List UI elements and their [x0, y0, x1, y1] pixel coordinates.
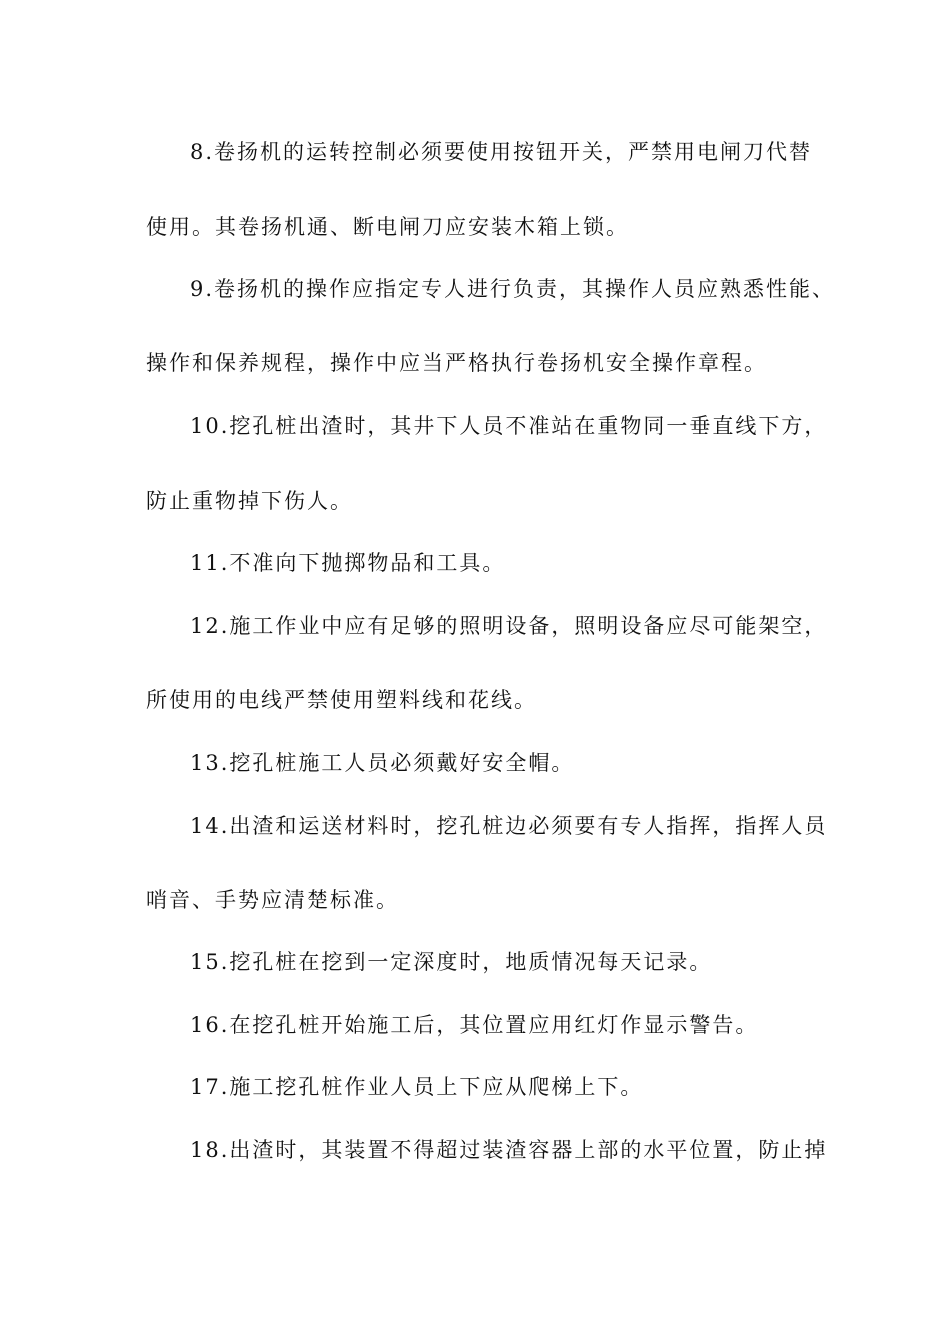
paragraph-17-line-1: 17.施工挖孔桩作业人员上下应从爬梯上下。 — [190, 1075, 644, 1099]
paragraph-8-line-2: 使用。其卷扬机通、断电闸刀应安装木箱上锁。 — [146, 215, 629, 239]
paragraph-13-line-1: 13.挖孔桩施工人员必须戴好安全帽。 — [190, 751, 575, 775]
paragraph-9-line-1: 9.卷扬机的操作应指定专人进行负责，其操作人员应熟悉性能、 — [190, 277, 836, 301]
paragraph-16-line-1: 16.在挖孔桩开始施工后，其位置应用红灯作显示警告。 — [190, 1013, 759, 1037]
paragraph-11-line-1: 11.不准向下抛掷物品和工具。 — [190, 551, 506, 575]
paragraph-8-line-1: 8.卷扬机的运转控制必须要使用按钮开关，严禁用电闸刀代替 — [190, 140, 813, 164]
paragraph-10-line-1: 10.挖孔桩出渣时，其井下人员不准站在重物同一垂直线下方， — [190, 414, 828, 438]
paragraph-12-line-2: 所使用的电线严禁使用塑料线和花线。 — [146, 688, 537, 712]
paragraph-15-line-1: 15.挖孔桩在挖到一定深度时，地质情况每天记录。 — [190, 950, 713, 974]
paragraph-18-line-1: 18.出渣时，其装置不得超过装渣容器上部的水平位置，防止掉 — [190, 1138, 828, 1162]
paragraph-14-line-2: 哨音、手势应清楚标准。 — [146, 888, 399, 912]
paragraph-10-line-2: 防止重物掉下伤人。 — [146, 489, 353, 513]
paragraph-12-line-1: 12.施工作业中应有足够的照明设备，照明设备应尽可能架空， — [190, 614, 828, 638]
paragraph-14-line-1: 14.出渣和运送材料时，挖孔桩边必须要有专人指挥，指挥人员 — [190, 814, 828, 838]
paragraph-9-line-2: 操作和保养规程，操作中应当严格执行卷扬机安全操作章程。 — [146, 351, 767, 375]
